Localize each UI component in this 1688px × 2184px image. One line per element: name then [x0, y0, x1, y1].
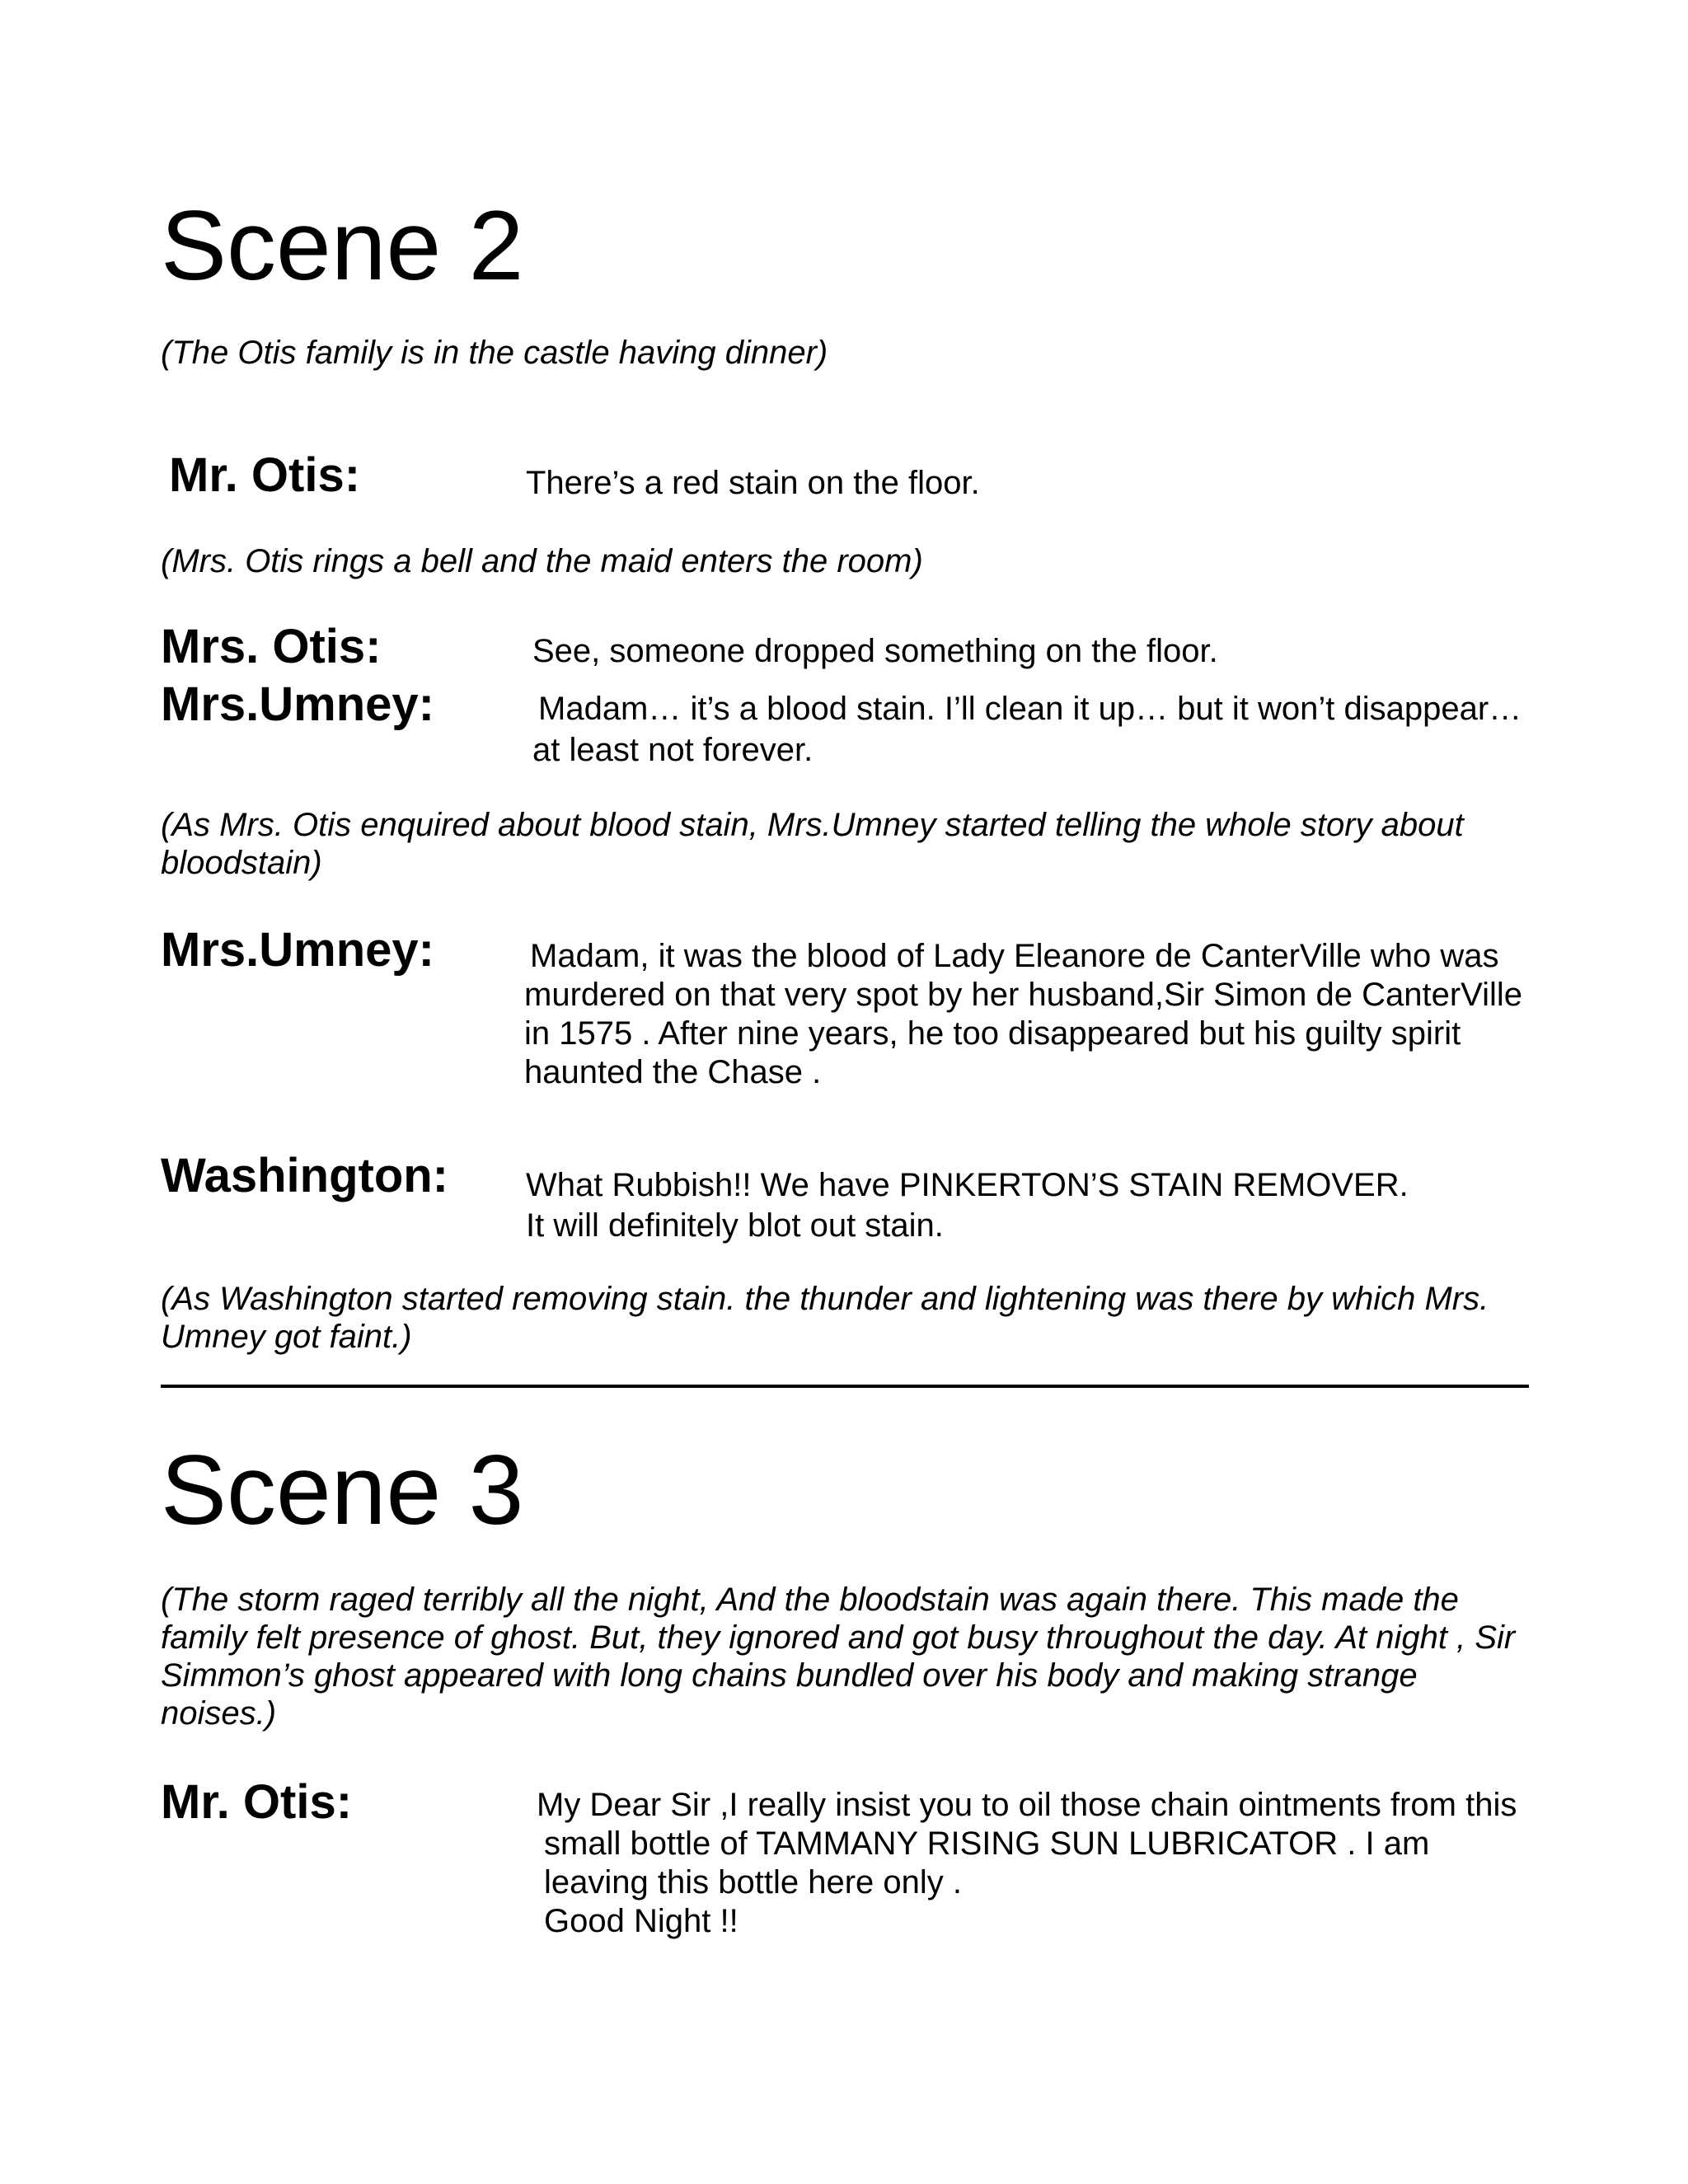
dialogue-mrs-umney-line: haunted the Chase .: [524, 1054, 822, 1090]
stage-direction-faint: (As Washington started removing stain. the thunder and lightening was there by which Mrs.: [161, 1281, 1489, 1317]
speaker-washington: Washington:: [161, 1149, 448, 1202]
dialogue-mrs-umney-line: Madam, it was the blood of Lady Eleanore de CanterVille who was: [530, 938, 1499, 974]
speaker-mrs-umney: Mrs.Umney:: [161, 923, 434, 977]
speaker-mrs-otis: Mrs. Otis:: [161, 620, 382, 673]
dialogue-washington-line: What Rubbish!! We have PINKERTON’S STAIN REMOVER.: [526, 1167, 1409, 1203]
dialogue-washington-line: It will definitely blot out stain.: [526, 1207, 944, 1244]
speaker-mr-otis: Mr. Otis:: [169, 448, 361, 502]
dialogue-mrs-otis: See, someone dropped something on the floor.: [532, 633, 1218, 669]
dialogue-mrs-umney-line: at least not forever.: [532, 732, 814, 768]
dialogue-mr-otis: There’s a red stain on the floor.: [526, 465, 980, 501]
scene-2-title: Scene 2: [161, 190, 524, 301]
stage-direction-storm: family felt presence of ghost. But, they ignored and got busy throughout the day. At night , Sir: [161, 1619, 1516, 1656]
dialogue-mr-otis-line: leaving this bottle here only .: [544, 1864, 962, 1900]
dialogue-mr-otis-line: My Dear Sir ,I really insist you to oil those chain ointments from this: [537, 1787, 1517, 1823]
stage-direction-storm: (The storm raged terribly all the night, And the bloodstain was again there. This made the: [161, 1582, 1459, 1618]
stage-direction-story: (As Mrs. Otis enquired about blood stain, Mrs.Umney started telling the whole story about: [161, 807, 1464, 843]
dialogue-mrs-umney-line: in 1575 . After nine years, he too disappeared but his guilty spirit: [524, 1015, 1461, 1052]
stage-direction-storm: noises.): [161, 1695, 277, 1732]
stage-direction-bell: (Mrs. Otis rings a bell and the maid enters the room): [161, 543, 923, 579]
scene-divider: [161, 1385, 1529, 1388]
stage-direction-story: bloodstain): [161, 845, 322, 881]
stage-direction-dinner: (The Otis family is in the castle having dinner): [161, 335, 828, 371]
scene-3-title: Scene 3: [161, 1435, 524, 1545]
dialogue-mrs-umney-line: Madam… it’s a blood stain. I’ll clean it up… but it won’t disappear…: [538, 691, 1522, 727]
dialogue-mr-otis-line: small bottle of TAMMANY RISING SUN LUBRICATOR . I am: [544, 1825, 1430, 1862]
stage-direction-storm: Simmon’s ghost appeared with long chains bundled over his body and making strange: [161, 1657, 1418, 1694]
stage-direction-faint: Umney got faint.): [161, 1319, 412, 1355]
speaker-mr-otis: Mr. Otis:: [161, 1775, 353, 1829]
dialogue-mr-otis-line: Good Night !!: [544, 1903, 738, 1939]
speaker-mrs-umney: Mrs.Umney:: [161, 677, 434, 731]
dialogue-mrs-umney-line: murdered on that very spot by her husband,Sir Simon de CanterVille: [524, 977, 1523, 1013]
